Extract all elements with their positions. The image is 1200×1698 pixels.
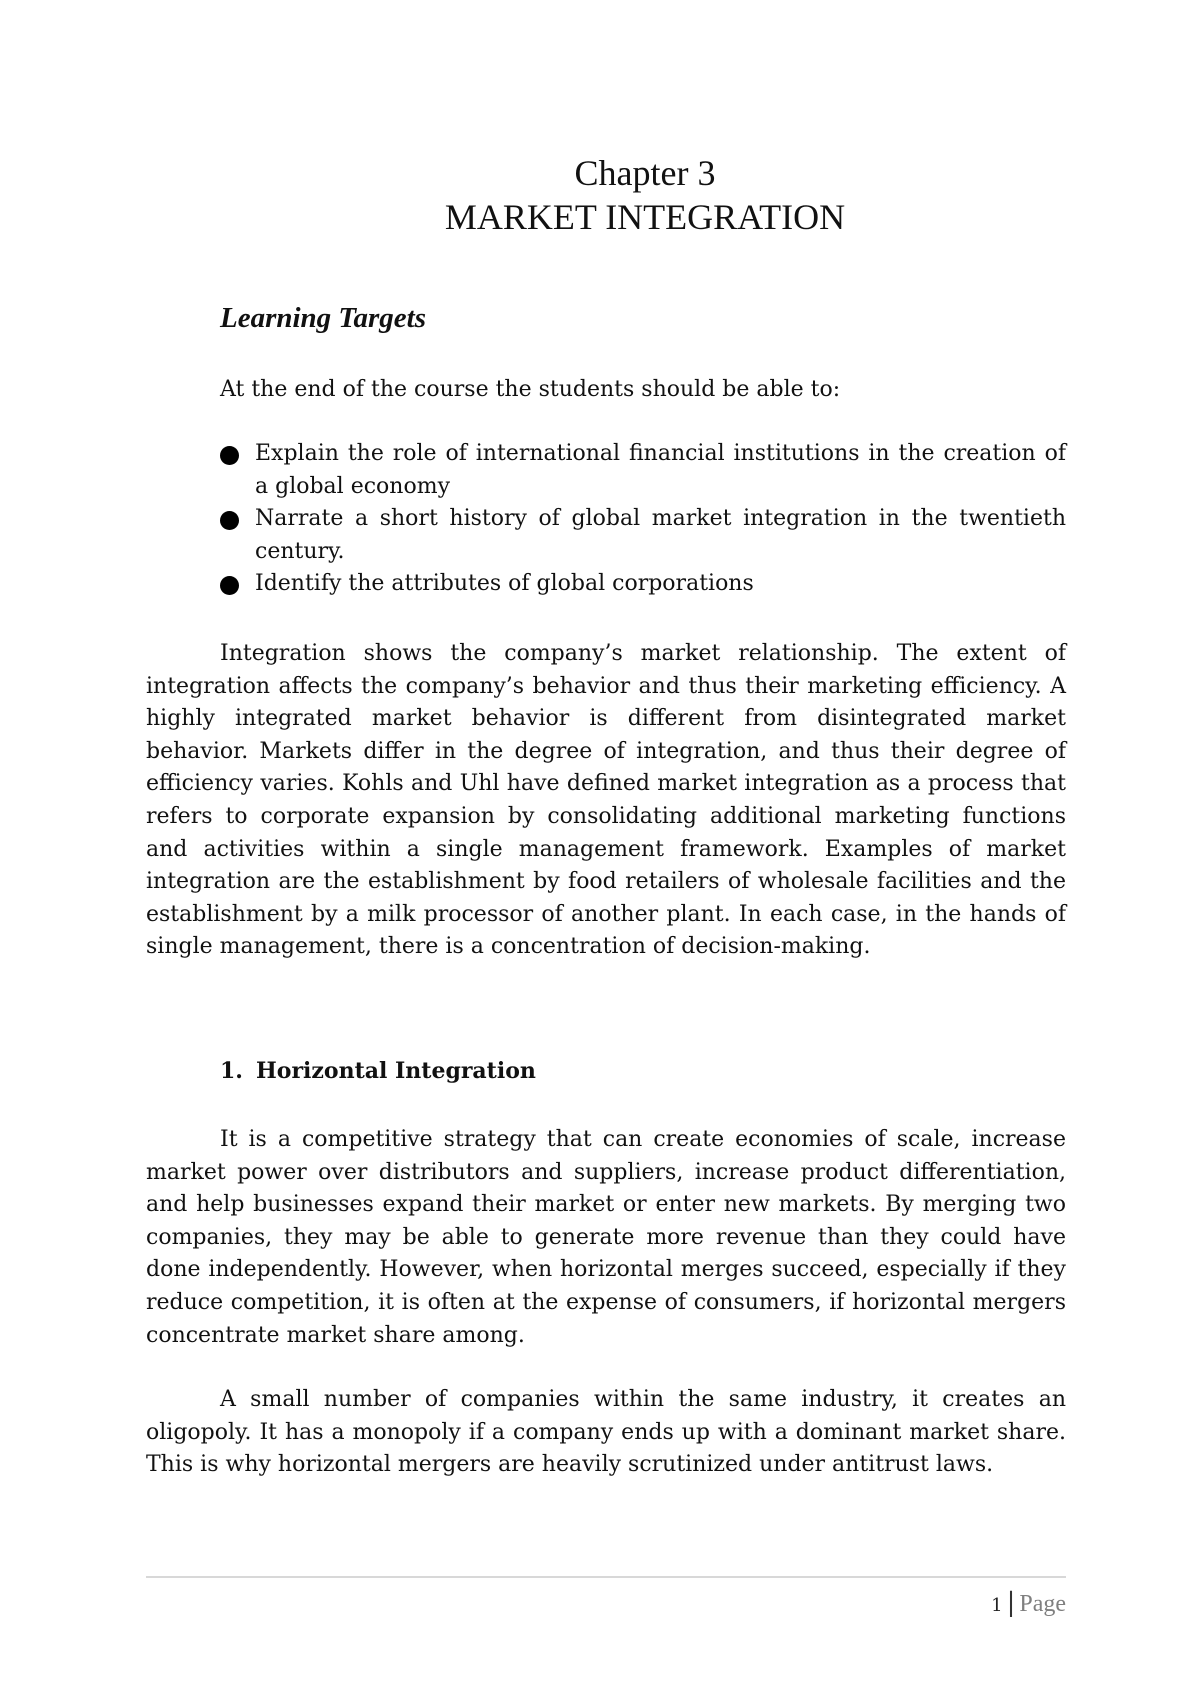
chapter-title: Chapter 3 (574, 153, 716, 193)
learning-targets-list (218, 438, 1066, 601)
bullet-icon (220, 511, 239, 530)
learning-targets-intro: At the end of the course the students should be able to: (220, 377, 841, 402)
learning-targets-heading: Learning Targets (220, 302, 426, 334)
section-paragraph-1: It is a competitive strategy that can create economies of scale, increase market power over distributors and suppliers, increase product differentiation, and help businesses expand their market or enter new markets. By merging two companies, they may be able to generate more revenue than they could have done independently. However, when horizontal merges succeed, especially if they reduce competition, it is often at the expense of consumers, if horizontal mergers concentrate market share among. (146, 1127, 1066, 1348)
list-item (218, 438, 1066, 503)
page-footer (991, 1588, 1066, 1618)
section-heading (220, 1058, 536, 1084)
section-paragraph-2: A small number of companies within the same industry, it creates an oligopoly. It has a monopoly if a company ends up with a dominant market share. This is why horizontal mergers are heavily scrutinized under antitrust laws. (146, 1387, 1066, 1478)
section-number: 1. (220, 1058, 243, 1084)
list-item (218, 503, 1066, 568)
footer-divider (146, 1576, 1066, 1578)
page-label: Page (1019, 1591, 1066, 1617)
bullet-icon (220, 576, 239, 595)
page-number: 1 (991, 1595, 1003, 1616)
footer-separator: | (1006, 1588, 1016, 1618)
list-item-text: Identify the attributes of global corporations (255, 571, 754, 596)
chapter-subtitle: MARKET INTEGRATION (444, 197, 846, 237)
section-title: Horizontal Integration (256, 1058, 536, 1084)
list-item-text: Explain the role of international financial institutions in the creation of a global economy (255, 441, 1066, 499)
intro-paragraph: Integration shows the company’s market relationship. The extent of integration affects the company’s behavior and thus their marketing efficiency. A highly integrated market behavior is different from disintegrated market behavior. Markets differ in the degree of integration, and thus their degree of efficiency varies. Kohls and Uhl have defined market integration as a process that refers to corporate expansion by consolidating additional marketing functions and activities within a single management framework. Examples of market integration are the establishment by food retailers of wholesale facilities and the establishment by a milk processor of another plant. In each case, in the hands of single management, there is a concentration of decision-making. (146, 641, 1066, 960)
bullet-icon (220, 446, 239, 465)
list-item (218, 568, 1066, 601)
list-item-text: Narrate a short history of global market integration in the twentieth century. (255, 506, 1066, 564)
